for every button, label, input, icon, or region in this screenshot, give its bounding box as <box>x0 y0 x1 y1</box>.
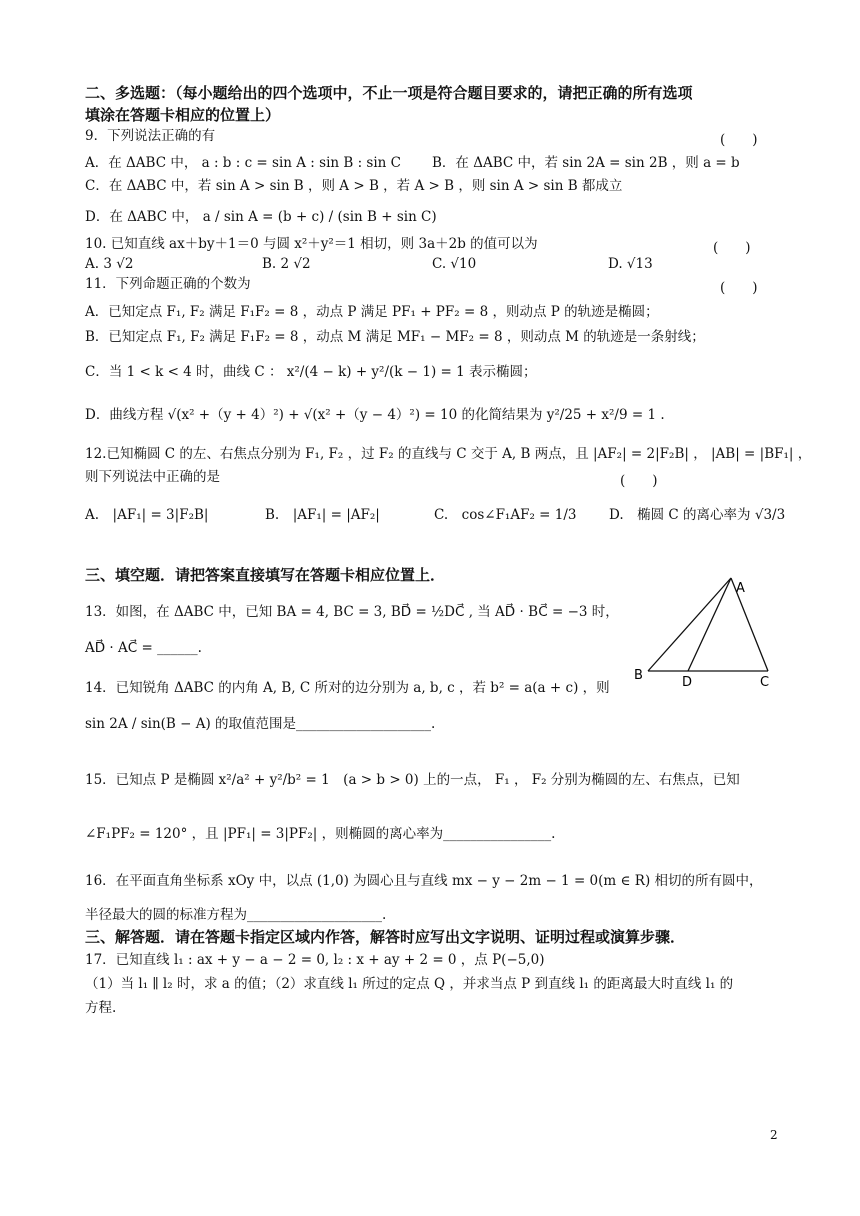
label-a: A <box>736 581 745 596</box>
label-c: C <box>760 675 770 690</box>
q12-option-a: A. |AF₁| = 3|F₂B| <box>85 507 209 523</box>
q9-stem: 9．下列说法正确的有 <box>85 128 216 144</box>
q11-option-a: A．已知定点 F₁, F₂ 满足 F₁F₂ = 8 ，动点 P 满足 PF₁ + PF₂ = 8 ，则动点 P 的轨迹是椭圆； <box>85 304 659 320</box>
q9-option-a: A．在 ΔABC 中， a : b : c = sin A : sin B : sin C <box>85 155 401 171</box>
q11-option-d: D．曲线方程 √(x² +（y + 4）²) + √(x² +（y − 4）²) = 10 的化简结果为 y²/25 + x²/9 = 1 . <box>85 407 665 423</box>
multi-choice-heading-line2: 填涂在答题卡相应的位置上） <box>85 106 281 124</box>
q13-line1: 13．如图，在 ΔABC 中，已知 BA = 4, BC = 3, BD⃗ = ½DC⃗ , 当 AD⃗ · BC⃗ = −3 时， <box>85 604 619 620</box>
q10-option-b: B. 2 √2 <box>262 256 311 272</box>
label-d: D <box>682 675 693 690</box>
q11-stem: 11．下列命题正确的个数为 <box>85 276 251 292</box>
q9-answer-paren: ( ) <box>720 132 758 148</box>
q15-line2: ∠F₁PF₂ = 120° ，且 |PF₁| = 3|PF₂| ，则椭圆的离心率为________________. <box>85 826 556 842</box>
q12-stem-line1: 12.已知椭圆 C 的左、右焦点分别为 F₁, F₂ ，过 F₂ 的直线与 C 交于 A, B 两点，且 |AF₂| = 2|F₂B| ， |AB| = |BF₁| ， <box>85 446 812 462</box>
solve-heading: 三、解答题．请在答题卡指定区域内作答，解答时应写出文字说明、证明过程或演算步骤． <box>85 928 686 946</box>
q11-answer-paren: ( ) <box>720 280 758 296</box>
q12-option-d: D. 椭圆 C 的离心率为 √3/3 <box>609 507 786 523</box>
q12-answer-paren: ( ) <box>620 473 658 489</box>
q16-line2: 半径最大的圆的标准方程为____________________. <box>85 907 387 923</box>
q12-option-c: C. cos∠F₁AF₂ = 1/3 <box>434 507 577 523</box>
label-b: B <box>634 668 643 683</box>
q10-option-c: C. √10 <box>432 256 477 272</box>
q9-option-b: B．在 ΔABC 中，若 sin 2A = sin 2B ，则 a = b <box>432 155 740 171</box>
q10-stem: 10. 已知直线 ax＋by＋1＝0 与圆 x²＋y²＝1 相切，则 3a＋2b 的值可以为 <box>85 236 538 252</box>
q17-line1: 17．已知直线 l₁ : ax + y − a − 2 = 0, l₂ : x + ay + 2 = 0 ，点 P(−5,0) <box>85 952 545 968</box>
q14-line2: sin 2A / sin(B − A) 的取值范围是____________________. <box>85 716 436 732</box>
q10-option-d: D. √13 <box>608 256 653 272</box>
q14-line1: 14．已知锐角 ΔABC 的内角 A, B, C 所对的边分别为 a, b, c ，若 b² = a(a + c) ，则 <box>85 680 610 696</box>
q12-stem-line2: 则下列说法中正确的是 <box>85 469 220 485</box>
q17-line2: （1）当 l₁ ∥ l₂ 时，求 a 的值；（2）求直线 l₁ 所过的定点 Q ，并求当点 P 到直线 l₁ 的距离最大时直线 l₁ 的 <box>85 976 734 992</box>
q17-line3: 方程. <box>85 1000 117 1016</box>
fill-in-heading: 三、填空题．请把答案直接填写在答题卡相应位置上． <box>85 566 446 584</box>
q13-line2: AD⃗ · AC⃗ = ______. <box>85 640 202 656</box>
q9-option-c: C．在 ΔABC 中，若 sin A > sin B ，则 A > B ，若 A > B ，则 sin A > sin B 都成立 <box>85 178 623 194</box>
page-number: 2 <box>770 1128 778 1142</box>
q15-line1: 15．已知点 P 是椭圆 x²/a² + y²/b² = 1 (a > b > 0) 上的一点， F₁ ， F₂ 分别为椭圆的左、右焦点，已知 <box>85 772 740 788</box>
q16-line1: 16．在平面直角坐标系 xOy 中，以点 (1,0) 为圆心且与直线 mx − y − 2m − 1 = 0(m ∈ R) 相切的所有圆中， <box>85 873 763 889</box>
triangle-abc-figure <box>634 572 790 690</box>
q10-answer-paren: ( ) <box>713 240 751 256</box>
q11-option-c: C．当 1 < k < 4 时，曲线 C ： x²/(4 − k) + y²/(k − 1) = 1 表示椭圆； <box>85 364 537 380</box>
q9-option-d: D．在 ΔABC 中， a / sin A = (b + c) / (sin B + sin C) <box>85 209 437 225</box>
segment-ad <box>688 578 731 671</box>
side-ab <box>648 578 731 671</box>
q10-option-a: A. 3 √2 <box>85 256 134 272</box>
multi-choice-heading-line1: 二、多选题：（每小题给出的四个选项中，不止一项是符合题目要求的，请把正确的所有选项 <box>85 84 693 102</box>
q12-option-b: B. |AF₁| = |AF₂| <box>265 507 380 523</box>
q11-option-b: B．已知定点 F₁, F₂ 满足 F₁F₂ = 8 ，动点 M 满足 MF₁ − MF₂ = 8 ，则动点 M 的轨迹是一条射线； <box>85 329 705 345</box>
